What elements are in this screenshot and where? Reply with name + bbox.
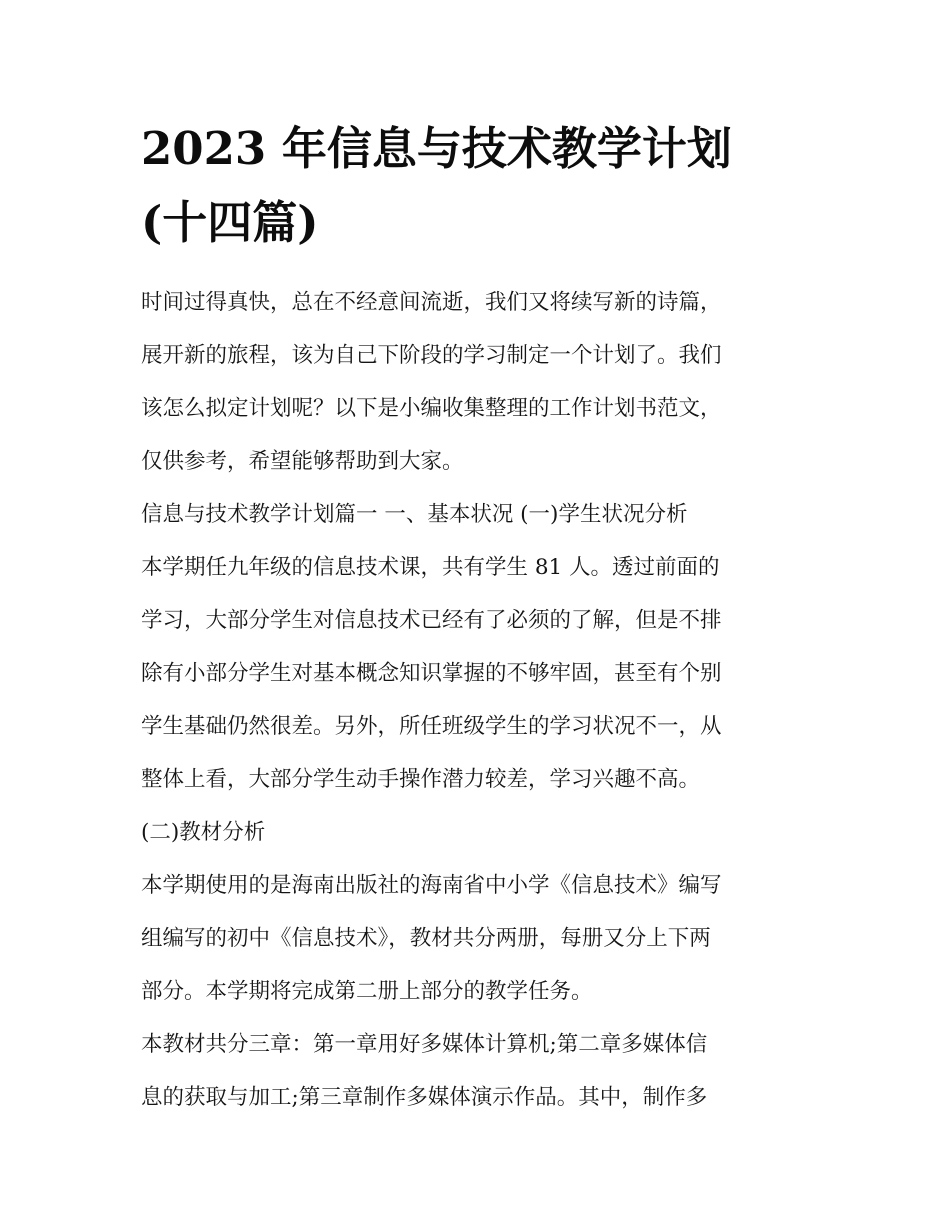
body-line: 仅供参考，希望能够帮助到大家。 xyxy=(141,449,464,474)
body-line: 该怎么拟定计划呢？以下是小编收集整理的工作计划书范文， xyxy=(141,396,722,421)
body-line: 除有小部分学生对基本概念知识掌握的不够牢固，甚至有个别 xyxy=(141,661,722,686)
body-line: 学习，大部分学生对信息技术已经有了必须的了解，但是不排 xyxy=(141,608,722,633)
body-line: 整体上看，大部分学生动手操作潜力较差，学习兴趣不高。 xyxy=(141,767,701,792)
body-line: 本教材共分三章：第一章用好多媒体计算机;第二章多媒体信 xyxy=(141,1032,708,1057)
body-line: 息的获取与加工;第三章制作多媒体演示作品。其中，制作多 xyxy=(141,1085,708,1110)
document-title xyxy=(141,112,841,260)
section-heading-line: 信息与技术教学计划篇一 一、基本状况 (一)学生状况分析 xyxy=(141,502,688,527)
body-line: 时间过得真快，总在不经意间流逝，我们又将续写新的诗篇， xyxy=(141,290,722,315)
title-line: (十四篇) xyxy=(141,196,319,249)
body-line: 本学期使用的是海南出版社的海南省中小学《信息技术》编写 xyxy=(141,873,722,898)
body-line: 本学期任九年级的信息技术课，共有学生 81 人。透过前面的 xyxy=(141,555,720,580)
body-line: 学生基础仍然很差。另外，所任班级学生的学习状况不一，从 xyxy=(141,714,722,739)
subsection-heading: (二)教材分析 xyxy=(141,820,266,845)
body-line: 组编写的初中《信息技术》，教材共分两册，每册又分上下两 xyxy=(141,926,711,951)
body-line: 部分。本学期将完成第二册上部分的教学任务。 xyxy=(141,979,593,1004)
document-body xyxy=(141,276,821,1124)
title-line: 2023 年信息与技术教学计划 xyxy=(141,122,732,175)
body-line: 展开新的旅程，该为自己下阶段的学习制定一个计划了。我们 xyxy=(141,343,722,368)
